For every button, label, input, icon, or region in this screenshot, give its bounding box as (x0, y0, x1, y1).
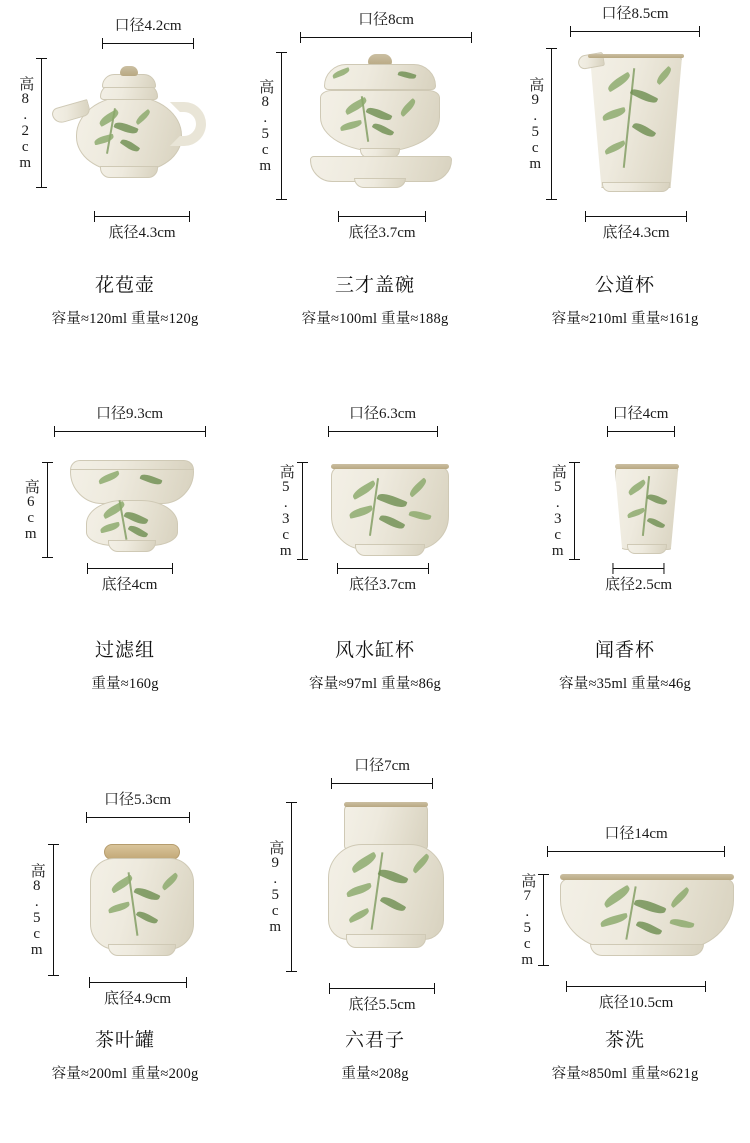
bottom-label: 底径4.3cm (108, 224, 176, 241)
diagram-cupbowl (250, 395, 500, 635)
product-name: 过滤组 (94, 640, 155, 661)
diagram-caddy (0, 765, 250, 1025)
product-cell-caddy (0, 765, 250, 1143)
product-cell-pitcher (500, 0, 750, 395)
height-label: 高9.5cm (267, 839, 284, 935)
caption-cupbowl (250, 635, 500, 693)
tool-holder-icon (318, 800, 458, 976)
cup-bowl-icon (325, 460, 453, 564)
product-cell-aromacup (500, 395, 750, 765)
mouth-label: 口径6.3cm (348, 406, 417, 422)
product-spec: 容量≈200ml 重量≈200g (51, 1066, 199, 1082)
filter-icon (58, 460, 208, 560)
height-label: 高8.5cm (257, 78, 274, 174)
caption-toolholder (250, 1025, 500, 1083)
product-name: 茶叶罐 (94, 1030, 155, 1051)
product-cell-filter (0, 395, 250, 765)
product-spec: 容量≈100ml 重量≈188g (301, 311, 449, 327)
height-label: 高6cm (22, 478, 39, 542)
product-name: 闻香杯 (594, 640, 655, 661)
height-label: 高7.5cm (519, 872, 536, 968)
product-cell-washbowl (500, 765, 750, 1143)
mouth-label: 口径4cm (612, 406, 669, 422)
product-spec: 容量≈97ml 重量≈86g (309, 676, 441, 692)
product-cell-toolholder (250, 758, 500, 1143)
caption-teapot (0, 270, 250, 328)
bottom-label: 底径3.7cm (348, 224, 416, 241)
diagram-washbowl (500, 765, 750, 1025)
mouth-label: 口径4.2cm (114, 18, 182, 34)
height-label: 高9.5cm (527, 76, 544, 172)
diagram-teapot (0, 0, 250, 270)
diagram-aromacup (500, 395, 750, 635)
tea-washing-bowl-icon (554, 872, 740, 968)
bottom-label: 底径10.5cm (598, 994, 674, 1011)
aroma-cup-icon (609, 460, 685, 564)
caption-gaiwan (250, 270, 500, 328)
mouth-label: 口径8.5cm (601, 6, 669, 22)
mouth-label: 口径8cm (358, 12, 414, 28)
product-name: 公道杯 (594, 275, 655, 296)
product-spec: 容量≈35ml 重量≈46g (559, 676, 691, 692)
product-cell-cupbowl (250, 395, 500, 765)
height-label: 高8.5cm (28, 862, 45, 958)
caption-aromacup (500, 635, 750, 693)
product-spec: 重量≈160g (91, 676, 159, 692)
pitcher-icon (570, 48, 702, 200)
bottom-label: 底径4.3cm (602, 224, 670, 241)
product-name: 茶洗 (604, 1030, 645, 1051)
height-label: 高8.2cm (17, 75, 34, 171)
product-name: 三才盖碗 (334, 275, 415, 296)
bottom-label: 底径5.5cm (348, 996, 416, 1013)
teapot-icon (48, 58, 208, 190)
product-name: 花苞壶 (94, 275, 155, 296)
diagram-pitcher (500, 0, 750, 270)
caption-filter (0, 635, 250, 693)
height-label: 高5.3cm (549, 463, 566, 559)
caption-washbowl (500, 1025, 750, 1083)
height-label: 高5.3cm (277, 463, 294, 559)
gaiwan-icon (302, 52, 470, 202)
mouth-label: 口径5.3cm (103, 792, 172, 808)
product-name: 风水缸杯 (334, 640, 415, 661)
caption-caddy (0, 1025, 250, 1083)
product-cell-gaiwan (250, 0, 500, 395)
bottom-label: 底径4cm (101, 576, 158, 593)
product-spec: 容量≈850ml 重量≈621g (551, 1066, 699, 1082)
bottom-label: 底径4.9cm (103, 990, 172, 1007)
caption-pitcher (500, 270, 750, 328)
diagram-gaiwan (250, 0, 500, 270)
mouth-label: 口径9.3cm (95, 406, 164, 422)
bottom-label: 底径2.5cm (604, 576, 673, 593)
product-spec: 重量≈208g (341, 1066, 409, 1082)
diagram-toolholder (250, 758, 500, 1025)
product-spec: 容量≈210ml 重量≈161g (551, 311, 699, 327)
tea-caddy-icon (80, 842, 208, 978)
mouth-label: 口径7cm (354, 758, 410, 774)
diagram-filter (0, 395, 250, 635)
product-name: 六君子 (344, 1030, 405, 1051)
product-cell-teapot (0, 0, 250, 395)
product-spec: 容量≈120ml 重量≈120g (51, 311, 199, 327)
mouth-label: 口径14cm (604, 826, 668, 842)
bottom-label: 底径3.7cm (348, 576, 417, 593)
